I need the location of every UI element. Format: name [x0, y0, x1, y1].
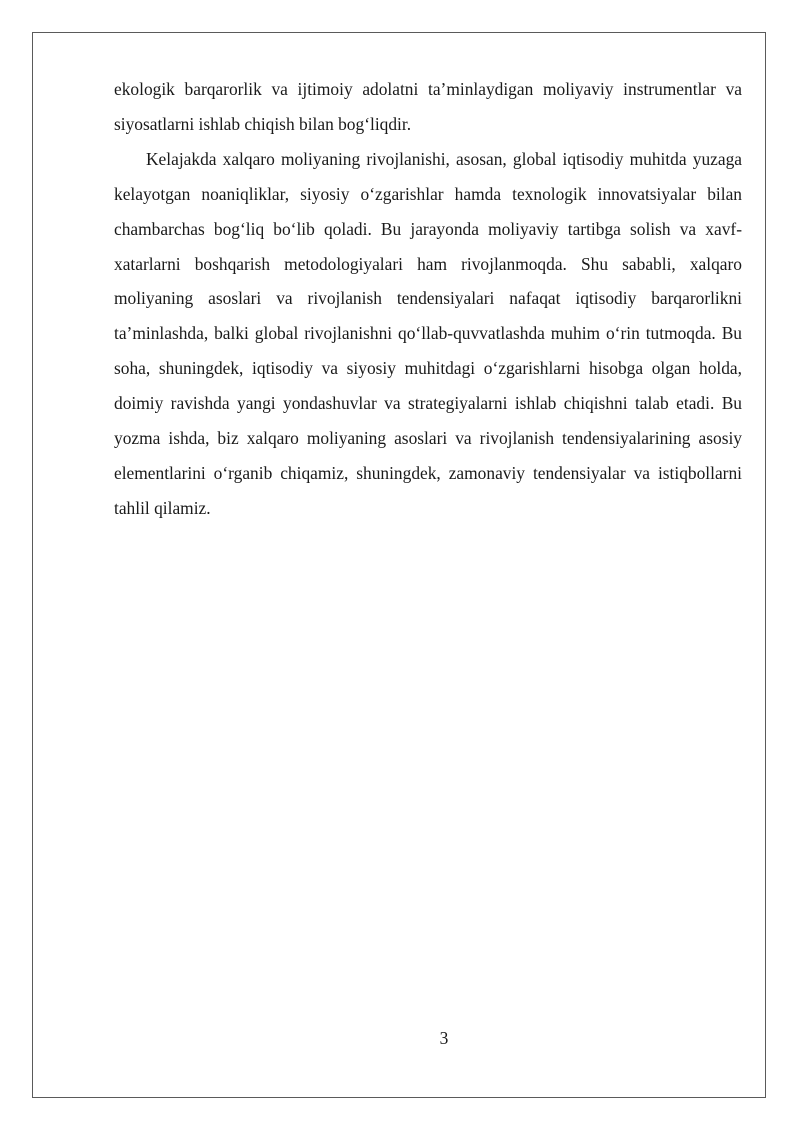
paragraph-continuation: ekologik barqarorlik va ijtimoiy adolatni ta’minlaydigan moliyaviy instrumentlar va siyosatlarni ishlab chiqish bilan bog‘liqdir.: [114, 79, 742, 134]
page-number: 3: [439, 1028, 449, 1048]
paragraph-main: Kelajakda xalqaro moliyaning rivojlanishi, asosan, global iqtisodiy muhitda yuzaga kelayotgan noaniqliklar, siyosiy o‘zgarishlar hamda texnologik innovatsiyalar bilan chambarchas bog‘liq bo‘lib qoladi. Bu jarayonda moliyaviy tartibga solish va xavf-xatarlarni boshqarish metodologiyalari ham rivojlanmoqda. Shu sababli, xalqaro moliyaning asoslari va rivojlanish tendensiyalari nafaqat iqtisodiy barqarorlikni ta’minlashda, balki global rivojlanishni qo‘llab-quvvatlashda muhim o‘rin tutmoqda. Bu soha, shuningdek, iqtisodiy va siyosiy muhitdagi o‘zgarishlarni hisobga olgan holda, doimiy ravishda yangi yondashuvlar va strategiyalarni ishlab chiqishni talab etadi. Bu yozma ishda, biz xalqaro moliyaning asoslari va rivojlanish tendensiyalarining asosiy elementlarini o‘rganib chiqamiz, shuningdek, zamonaviy tendensiyalar va istiqbollarni tahlil qilamiz.: [114, 148, 742, 518]
document-body: [114, 72, 742, 526]
